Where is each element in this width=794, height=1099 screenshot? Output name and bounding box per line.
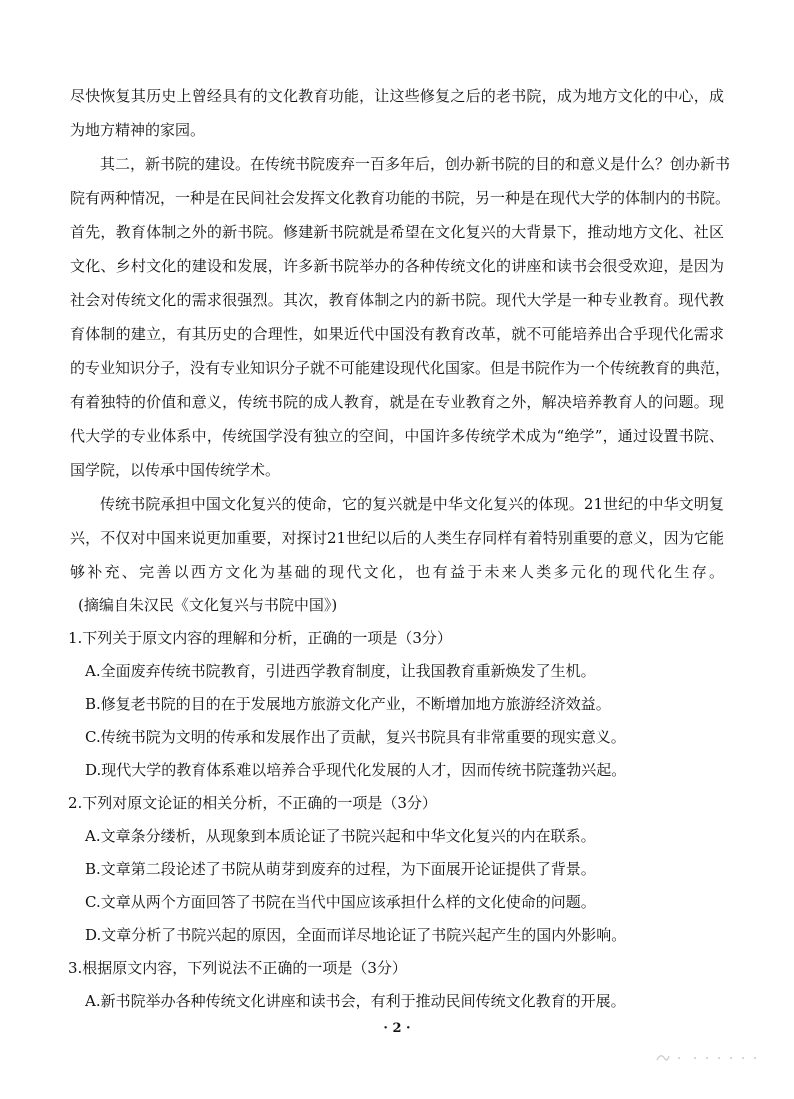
article-line: 文化、乡村文化的建设和发展，许多新书院举办的各种传统文化的讲座和读书会很受欢迎，是因为 [70,257,724,275]
article-line: 国学院，以传承中国传统学术。 [70,461,281,479]
article-line: 尽快恢复其历史上曾经具有的文化教育功能，让这些修复之后的老书院，成为地方文化的中心，成 [70,87,724,105]
option-b: B.文章第二段论述了书院从萌芽到废弃的过程，为下面展开论证提供了背景。 [85,860,596,878]
article-line: 其二，新书院的建设。在传统书院废弃一百多年后，创办新书院的目的和意义是什么？创办新书 [100,155,731,173]
option-c: C.传统书院为文明的传承和发展作出了贡献，复兴书院具有非常重要的现实意义。 [85,728,626,746]
option-a: A.全面废弃传统书院教育，引进西学教育制度，让我国教育重新焕发了生机。 [85,662,596,680]
option-b: B.修复老书院的目的在于发展地方旅游文化产业，不断增加地方旅游经济效益。 [85,695,611,713]
article-line: 为地方精神的家园。 [70,121,206,139]
question-stem: 2.下列对原文论证的相关分析，不正确的一项是（3分） [68,794,437,812]
article-line: 传统书院承担中国文化复兴的使命，它的复兴就是中华文化复兴的体现。21世纪的中华文明复 [100,495,724,513]
article-line: 兴，不仅对中国来说更加重要，对探讨21世纪以后的人类生存同样有着特别重要的意义，因为它能 [70,529,724,547]
article-line: 院有两种情况，一种是在民间社会发挥文化教育功能的书院，另一种是在现代大学的体制内的书院。 [70,189,731,207]
article-line: 有着独特的价值和意义，传统书院的成人教育，就是在专业教育之外，解决培养教育人的问题。现 [70,393,724,411]
option-c: C.文章从两个方面回答了书院在当代中国应该承担什么样的文化使命的问题。 [85,893,596,911]
article-line: 代大学的专业体系中，传统国学没有独立的空间，中国许多传统学术成为“绝学”，通过设置书院、 [70,427,724,445]
article-line: 育体制的建立，有其历史的合理性，如果近代中国没有教育改革，就不可能培养出合乎现代化需求 [70,325,724,343]
article-source: (摘编自朱汉民《文化复兴与书院中国》) [78,596,338,614]
option-a: A.新书院举办各种传统文化讲座和读书会，有利于推动民间传统文化教育的开展。 [85,992,626,1010]
option-a: A.文章条分缕析，从现象到本质论证了书院兴起和中华文化复兴的内在联系。 [85,827,596,845]
watermark-mark [655,1050,765,1064]
question-stem: 1.下列关于原文内容的理解和分析，正确的一项是（3分） [68,629,452,647]
article-line: 够补充、完善以西方文化为基础的现代文化，也有益于未来人类多元化的现代化生存。 [70,563,724,581]
page-number: · 2 · [383,1021,411,1036]
article-line: 的专业知识分子，没有专业知识分子就不可能建设现代化国家。但是书院作为一个传统教育的典范， [70,359,731,377]
article-line: 社会对传统文化的需求很强烈。其次，教育体制之内的新书院。现代大学是一种专业教育。现代教 [70,291,724,309]
option-d: D.现代大学的教育体系难以培养合乎现代化发展的人才，因而传统书院蓬勃兴起。 [85,761,627,779]
question-stem: 3.根据原文内容，下列说法不正确的一项是（3分） [68,959,407,977]
article-line: 首先，教育体制之外的新书院。修建新书院就是希望在文化复兴的大背景下，推动地方文化、社区 [70,223,724,241]
option-d: D.文章分析了书院兴起的原因，全面而详尽地论证了书院兴起产生的国内外影响。 [85,926,627,944]
